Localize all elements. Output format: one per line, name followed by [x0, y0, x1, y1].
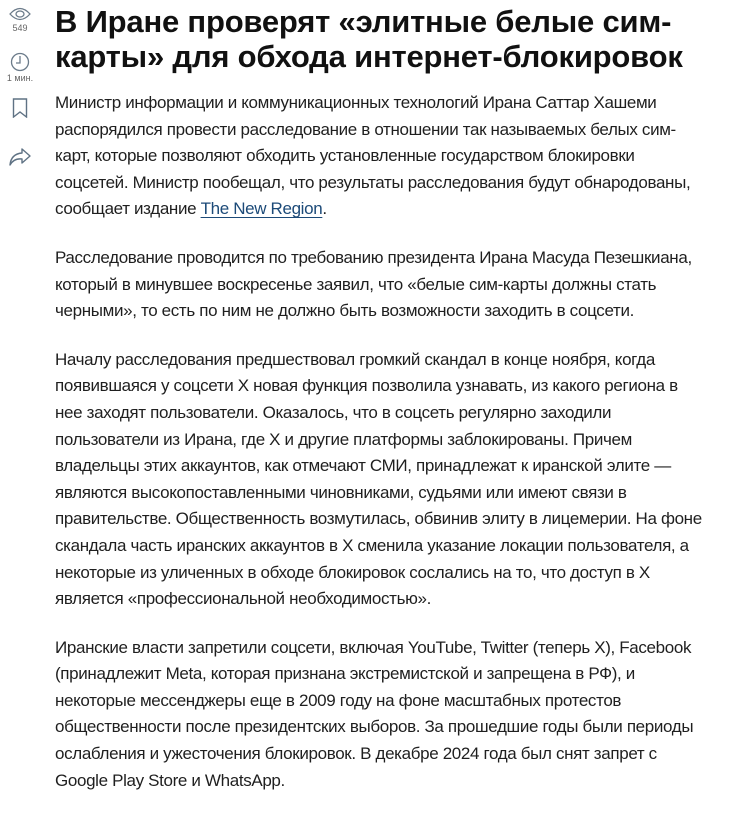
- text-line: Расследование проводится по требованию президента Ирана Масуда Пезешкиана,: [55, 247, 692, 267]
- share-button[interactable]: [0, 148, 40, 166]
- source-link[interactable]: The New Region: [200, 199, 323, 219]
- text-line: Началу расследования предшествовал громкий скандал в конце ноября, когда: [55, 349, 655, 369]
- reading-time-label: 1 мин.: [6, 73, 34, 83]
- text-line: который в минувшее воскресенье заявил, что «белые сим-карты должны стать: [55, 274, 657, 294]
- text-line: карт, которые позволяют обходить установленные государством блокировки: [55, 146, 635, 166]
- eye-icon: [9, 6, 31, 22]
- paragraph-3: [55, 347, 735, 613]
- share-icon: [9, 148, 31, 166]
- paragraph-4: [55, 635, 735, 795]
- bookmark-icon: [12, 98, 28, 118]
- article-body: [55, 90, 735, 816]
- article-title: [55, 4, 683, 74]
- text-line: распорядился провести расследование в отношении так называемых белых сим-: [55, 119, 676, 139]
- text-line: соцсетей. Министр пообещал, что результаты расследования будут обнародованы,: [55, 172, 691, 192]
- text-line: правительстве. Общественность возмутилась, обвинив элиту в лицемерии. На фоне: [55, 509, 702, 529]
- paragraph-2: [55, 245, 735, 325]
- bookmark-button[interactable]: [0, 98, 40, 118]
- text-line: Google Play Store и WhatsApp.: [55, 770, 285, 790]
- text-line: [55, 196, 735, 223]
- text-line: Иранские власти запретили соцсети, включая YouTube, Twitter (теперь X), Facebook: [55, 637, 692, 657]
- views-count: 549: [12, 23, 28, 33]
- text-line: скандала часть иранских аккаунтов в X сменила указание локации пользователя, а: [55, 535, 689, 555]
- text: .: [322, 199, 327, 219]
- text-line: владельцы этих аккаунтов, как отмечают СМИ, принадлежат к иранской элите —: [55, 456, 671, 476]
- title-line: В Иране проверят «элитные белые сим-: [55, 4, 672, 39]
- reading-time: [0, 52, 40, 83]
- text-line: (принадлежит Meta, которая признана экстремистской и запрещена в РФ), и: [55, 664, 635, 684]
- paragraph-1: [55, 90, 735, 223]
- text-line: Министр информации и коммуникационных технологий Ирана Саттар Хашеми: [55, 93, 657, 112]
- title-line: карты» для обхода интернет-блокировок: [55, 39, 683, 74]
- text-line: некоторые из уличенных в обходе блокировок сослались на то, что доступ в X: [55, 562, 650, 582]
- text-line: нее заходят пользователи. Оказалось, что в соцсеть регулярно заходили: [55, 402, 612, 422]
- text-line: появившаяся у соцсети X новая функция позволила узнавать, из какого региона в: [55, 376, 678, 396]
- text-line: некоторые мессенджеры еще в 2009 году на фоне масштабных протестов: [55, 690, 622, 710]
- clock-icon: [10, 52, 30, 72]
- text: сообщает издание: [55, 199, 201, 219]
- text-line: черными», то есть по ним не должно быть возможности заходить в соцсети.: [55, 301, 634, 321]
- text-line: общественности после президентских выборов. За прошедшие годы были периоды: [55, 717, 694, 737]
- views-counter: [0, 6, 40, 33]
- text-line: является «профессиональной необходимостью».: [55, 589, 431, 609]
- text-line: пользователи из Ирана, где X и другие платформы заблокированы. Причем: [55, 429, 632, 449]
- text-line: являются высокопоставленными чиновниками, судьями или имеют связи в: [55, 482, 627, 502]
- text-line: ослабления и ужесточения блокировок. В декабре 2024 года был снят запрет с: [55, 744, 657, 764]
